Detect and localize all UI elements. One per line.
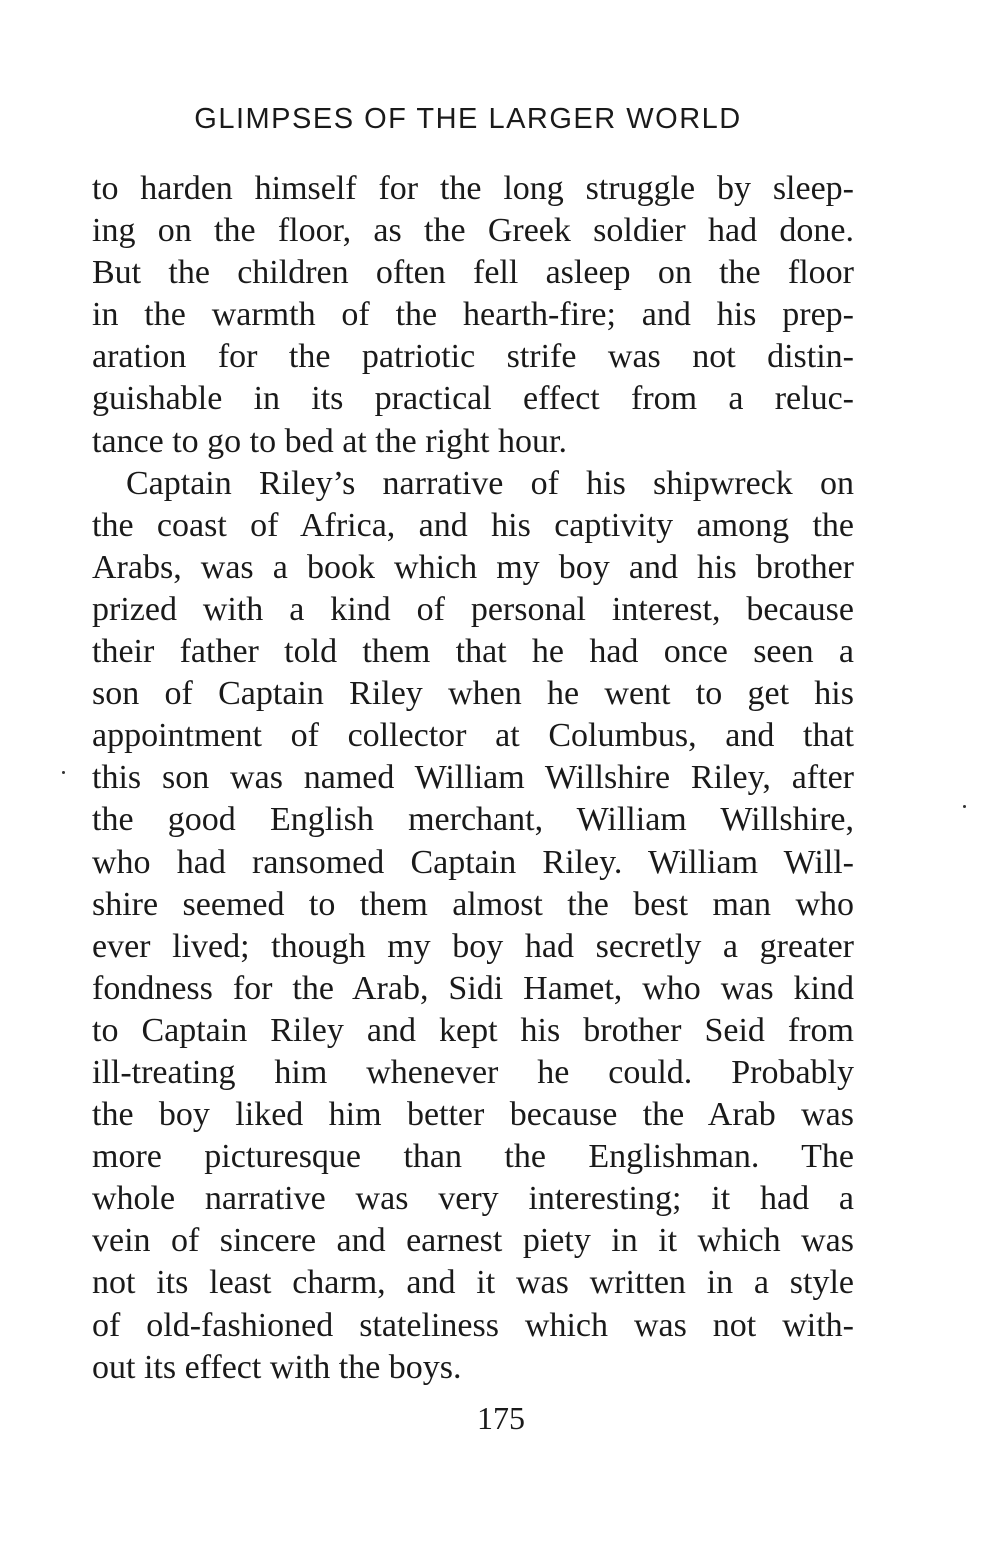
text-line: guishable in its practical effect from a reluc- xyxy=(92,380,854,418)
page-number: 175 xyxy=(477,1400,525,1436)
paragraph-1 xyxy=(92,168,854,463)
text-line: Captain Riley’s narrative of his shipwreck on xyxy=(126,464,854,502)
text-line: ever lived; though my boy had secretly a greater xyxy=(92,927,854,965)
text-line: to harden himself for the long struggle by sleep- xyxy=(92,170,854,207)
text-line: appointment of collector at Columbus, and that xyxy=(92,717,854,755)
text-line: to Captain Riley and kept his brother Seid from xyxy=(92,1011,854,1049)
body-text xyxy=(92,168,854,1389)
text-line: the boy liked him better because the Arab was xyxy=(92,1096,854,1134)
paragraph-2 xyxy=(92,463,854,1389)
print-speck xyxy=(62,771,65,774)
text-line: in the warmth of the hearth-fire; and his prep- xyxy=(92,296,854,334)
text-line: their father told them that he had once seen a xyxy=(92,633,854,671)
text-line: tance to go to bed at the right hour. xyxy=(92,422,567,460)
print-speck xyxy=(963,805,966,808)
text-line: more picturesque than the Englishman. The xyxy=(92,1138,854,1176)
text-line: of old-fashioned stateliness which was not with- xyxy=(92,1306,854,1344)
text-line: out its effect with the boys. xyxy=(92,1348,462,1386)
text-line: not its least charm, and it was written in a style xyxy=(92,1264,854,1302)
running-head: GLIMPSES OF THE LARGER WORLD xyxy=(194,103,742,135)
text-line: prized with a kind of personal interest, because xyxy=(92,590,854,628)
text-line: ill-treating him whenever he could. Probably xyxy=(92,1053,854,1091)
text-line: this son was named William Willshire Riley, after xyxy=(92,759,854,797)
text-line: whole narrative was very interesting; it had a xyxy=(92,1180,854,1218)
text-line: aration for the patriotic strife was not distin- xyxy=(92,338,854,376)
text-line: who had ransomed Captain Riley. William Will- xyxy=(92,843,854,881)
text-line: son of Captain Riley when he went to get his xyxy=(92,675,854,713)
text-line: ing on the floor, as the Greek soldier had done. xyxy=(92,212,854,250)
text-line: the coast of Africa, and his captivity among the xyxy=(92,506,854,544)
text-line: shire seemed to them almost the best man who xyxy=(92,885,854,923)
text-line: fondness for the Arab, Sidi Hamet, who was kind xyxy=(92,969,854,1007)
text-line: But the children often fell asleep on the floor xyxy=(92,254,854,292)
text-line: Arabs, was a book which my boy and his brother xyxy=(92,548,854,586)
text-line: vein of sincere and earnest piety in it which was xyxy=(92,1222,854,1260)
text-line: the good English merchant, William Willshire, xyxy=(92,801,854,839)
